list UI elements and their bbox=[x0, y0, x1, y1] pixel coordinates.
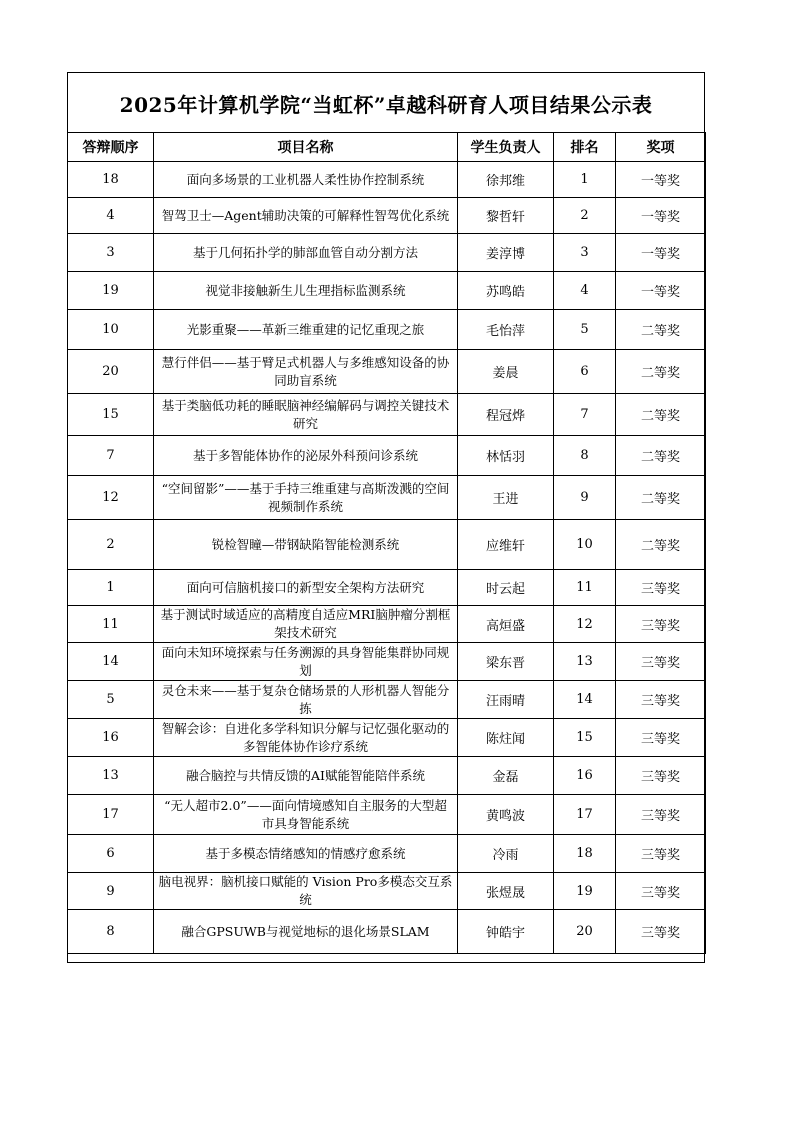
table-row bbox=[68, 681, 706, 719]
cell-rank-text: 7 bbox=[580, 407, 589, 422]
cell-rank-text: 5 bbox=[580, 322, 589, 337]
cell-order-text: 11 bbox=[102, 616, 119, 632]
cell-project-name-text: 锐检智瞳—带钢缺陷智能检测系统 bbox=[211, 536, 400, 552]
cell-award-text: 三等奖 bbox=[640, 694, 680, 709]
cell-award bbox=[616, 795, 706, 835]
cell-leader-text: 汪雨晴 bbox=[485, 694, 525, 709]
cell-project-name bbox=[154, 681, 458, 719]
cell-rank-text: 17 bbox=[576, 807, 593, 822]
cell-leader-text: 林恬羽 bbox=[485, 450, 525, 465]
cell-leader bbox=[458, 272, 554, 310]
cell-project-name bbox=[154, 394, 458, 436]
cell-leader bbox=[458, 520, 554, 570]
cell-award-text: 三等奖 bbox=[640, 885, 680, 901]
table-row bbox=[68, 476, 706, 520]
cell-order bbox=[68, 272, 154, 310]
results-table-frame bbox=[67, 72, 705, 963]
cell-leader-text: 黄鸣波 bbox=[485, 809, 525, 824]
cell-rank bbox=[554, 681, 616, 719]
cell-rank-text: 13 bbox=[576, 654, 593, 669]
cell-order-text: 5 bbox=[106, 692, 115, 707]
cell-project-name-text: 面向可信脑机接口的新型安全架构方法研究 bbox=[186, 579, 425, 595]
cell-order-text: 2 bbox=[106, 537, 115, 552]
cell-order bbox=[68, 234, 154, 272]
cell-project-name-text: 灵仓未来——基于复杂仓储场景的人形机器人智能分拣 bbox=[161, 682, 450, 716]
page-title: 2025年计算机学院“当虹杯”卓越科研育人项目结果公示表 bbox=[119, 92, 653, 117]
table-row bbox=[68, 394, 706, 436]
cell-project-name-text: 慧行伴侣——基于臂足式机器人与多维感知设备的协同助盲系统 bbox=[161, 354, 450, 388]
cell-order bbox=[68, 476, 154, 520]
cell-rank bbox=[554, 570, 616, 606]
cell-leader-text: 梁东晋 bbox=[485, 656, 525, 671]
cell-project-name bbox=[154, 606, 458, 643]
cell-rank-text: 20 bbox=[576, 924, 593, 939]
cell-leader-text: 冷雨 bbox=[492, 848, 519, 863]
cell-rank bbox=[554, 520, 616, 570]
cell-order bbox=[68, 643, 154, 681]
cell-award bbox=[616, 198, 706, 234]
cell-order-text: 6 bbox=[106, 846, 115, 861]
cell-order bbox=[68, 350, 154, 394]
cell-award-text: 三等奖 bbox=[640, 582, 680, 597]
cell-rank-text: 8 bbox=[580, 448, 589, 463]
cell-leader bbox=[458, 476, 554, 520]
cell-rank bbox=[554, 310, 616, 350]
cell-project-name-text: 基于几何拓扑学的肺部血管自动分割方法 bbox=[192, 244, 418, 260]
cell-rank-text: 18 bbox=[576, 846, 593, 861]
table-row bbox=[68, 719, 706, 757]
table-row bbox=[68, 310, 706, 350]
cell-project-name bbox=[154, 757, 458, 795]
cell-rank-text: 3 bbox=[580, 245, 589, 260]
cell-leader-text: 张煜晟 bbox=[485, 885, 525, 901]
cell-rank bbox=[554, 719, 616, 757]
cell-order bbox=[68, 394, 154, 436]
cell-order bbox=[68, 606, 154, 643]
cell-award-text: 三等奖 bbox=[640, 732, 680, 747]
cell-award bbox=[616, 719, 706, 757]
header-project-name: 项目名称 bbox=[154, 133, 458, 162]
cell-leader bbox=[458, 757, 554, 795]
cell-award bbox=[616, 835, 706, 873]
cell-order bbox=[68, 520, 154, 570]
cell-project-name bbox=[154, 436, 458, 476]
cell-leader bbox=[458, 873, 554, 910]
table-row bbox=[68, 757, 706, 795]
cell-project-name-text: “空间留影”——基于手持三维重建与高斯泼溅的空间视频制作系统 bbox=[161, 480, 450, 514]
cell-award bbox=[616, 272, 706, 310]
table-row bbox=[68, 198, 706, 234]
cell-project-name-text: 智解会诊：自进化多学科知识分解与记忆强化驱动的多智能体协作诊疗系统 bbox=[161, 720, 450, 754]
cell-order bbox=[68, 873, 154, 910]
cell-award bbox=[616, 643, 706, 681]
cell-rank-text: 4 bbox=[580, 283, 589, 298]
cell-leader bbox=[458, 570, 554, 606]
cell-rank bbox=[554, 643, 616, 681]
cell-leader-text: 王进 bbox=[492, 492, 519, 507]
cell-rank-text: 11 bbox=[576, 580, 593, 595]
cell-project-name-text: 光影重聚——革新三维重建的记忆重现之旅 bbox=[186, 321, 425, 337]
table-row bbox=[68, 570, 706, 606]
cell-award bbox=[616, 520, 706, 570]
cell-award-text: 一等奖 bbox=[640, 174, 680, 189]
cell-order bbox=[68, 910, 154, 954]
cell-project-name-text: 基于多模态情绪感知的情感疗愈系统 bbox=[205, 845, 406, 861]
cell-order bbox=[68, 162, 154, 198]
header-award: 奖项 bbox=[616, 133, 706, 162]
table-row bbox=[68, 272, 706, 310]
table-row bbox=[68, 910, 706, 954]
table-row bbox=[68, 873, 706, 910]
cell-award-text: 二等奖 bbox=[640, 409, 680, 424]
cell-project-name-text: 智驾卫士—Agent辅助决策的可解释性智驾优化系统 bbox=[161, 207, 450, 223]
cell-award bbox=[616, 873, 706, 910]
cell-leader bbox=[458, 350, 554, 394]
cell-order-text: 3 bbox=[106, 245, 115, 260]
cell-award bbox=[616, 606, 706, 643]
cell-award-text: 二等奖 bbox=[640, 492, 680, 507]
cell-project-name bbox=[154, 476, 458, 520]
cell-rank bbox=[554, 162, 616, 198]
cell-rank-text: 15 bbox=[576, 730, 593, 745]
cell-project-name bbox=[154, 835, 458, 873]
cell-project-name-text: 基于多智能体协作的泌尿外科预问诊系统 bbox=[192, 447, 418, 463]
cell-leader bbox=[458, 198, 554, 234]
cell-award bbox=[616, 681, 706, 719]
cell-leader bbox=[458, 436, 554, 476]
cell-rank bbox=[554, 272, 616, 310]
cell-order-text: 14 bbox=[102, 654, 119, 669]
cell-award bbox=[616, 350, 706, 394]
cell-order bbox=[68, 310, 154, 350]
cell-order bbox=[68, 757, 154, 795]
cell-leader-text: 姜淳博 bbox=[485, 247, 525, 262]
cell-order-text: 16 bbox=[102, 730, 119, 745]
cell-leader-text: 黎哲轩 bbox=[485, 210, 525, 225]
cell-project-name-text: “无人超市2.0”——面向情境感知自主服务的大型超市具身智能系统 bbox=[164, 797, 447, 831]
cell-award-text: 三等奖 bbox=[640, 926, 680, 941]
table-header-row bbox=[68, 133, 706, 162]
header-rank: 排名 bbox=[554, 133, 616, 162]
cell-rank bbox=[554, 606, 616, 643]
cell-project-name bbox=[154, 520, 458, 570]
cell-rank bbox=[554, 394, 616, 436]
cell-leader bbox=[458, 234, 554, 272]
table-row bbox=[68, 795, 706, 835]
cell-order-text: 17 bbox=[102, 807, 119, 822]
cell-project-name bbox=[154, 198, 458, 234]
cell-rank-text: 10 bbox=[576, 537, 593, 552]
cell-rank bbox=[554, 835, 616, 873]
cell-award bbox=[616, 310, 706, 350]
cell-order-text: 12 bbox=[102, 490, 119, 505]
cell-order-text: 1 bbox=[106, 580, 115, 595]
cell-rank-text: 16 bbox=[576, 768, 593, 783]
cell-order-text: 7 bbox=[106, 448, 115, 463]
cell-order-text: 18 bbox=[102, 172, 119, 187]
cell-project-name-text: 基于测试时域适应的高精度自适应MRI脑肿瘤分割框架技术研究 bbox=[160, 607, 451, 640]
cell-award-text: 二等奖 bbox=[640, 324, 680, 339]
cell-award-text: 三等奖 bbox=[640, 848, 680, 863]
cell-award bbox=[616, 476, 706, 520]
cell-project-name-text: 脑电视界：脑机接口赋能的 Vision Pro多模态交互系统 bbox=[158, 874, 453, 907]
table-row bbox=[68, 162, 706, 198]
cell-leader bbox=[458, 606, 554, 643]
cell-award-text: 二等奖 bbox=[640, 450, 680, 465]
cell-leader-text: 钟皓宇 bbox=[485, 926, 525, 941]
cell-leader bbox=[458, 835, 554, 873]
table-row bbox=[68, 436, 706, 476]
cell-rank bbox=[554, 795, 616, 835]
cell-rank bbox=[554, 436, 616, 476]
header-order: 答辩顺序 bbox=[68, 133, 154, 162]
cell-award bbox=[616, 910, 706, 954]
cell-rank-text: 12 bbox=[576, 616, 593, 632]
cell-rank-text: 6 bbox=[580, 364, 589, 379]
cell-rank-text: 14 bbox=[576, 692, 593, 707]
cell-project-name bbox=[154, 310, 458, 350]
cell-award-text: 三等奖 bbox=[640, 618, 680, 634]
cell-project-name bbox=[154, 570, 458, 606]
cell-leader-text: 苏鸣皓 bbox=[485, 285, 525, 300]
cell-rank bbox=[554, 873, 616, 910]
cell-order bbox=[68, 719, 154, 757]
cell-order-text: 9 bbox=[106, 883, 115, 899]
results-table bbox=[67, 132, 706, 954]
cell-project-name-text: 视觉非接触新生儿生理指标监测系统 bbox=[205, 282, 406, 298]
cell-project-name-text: 基于类脑低功耗的睡眠脑神经编解码与调控关键技术研究 bbox=[161, 397, 450, 431]
cell-award-text: 三等奖 bbox=[640, 656, 680, 671]
cell-leader bbox=[458, 719, 554, 757]
cell-order bbox=[68, 835, 154, 873]
cell-project-name bbox=[154, 234, 458, 272]
table-row bbox=[68, 606, 706, 643]
cell-rank-text: 2 bbox=[580, 208, 589, 223]
cell-award bbox=[616, 234, 706, 272]
cell-award bbox=[616, 394, 706, 436]
cell-rank bbox=[554, 476, 616, 520]
cell-project-name-text: 融合GPSUWB与视觉地标的退化场景SLAM bbox=[181, 923, 430, 939]
cell-leader bbox=[458, 795, 554, 835]
cell-order-text: 15 bbox=[102, 407, 119, 422]
cell-leader-text: 程冠烨 bbox=[485, 409, 525, 424]
cell-leader-text: 姜晨 bbox=[492, 366, 519, 381]
cell-order-text: 20 bbox=[102, 364, 119, 379]
cell-project-name bbox=[154, 162, 458, 198]
cell-leader bbox=[458, 310, 554, 350]
cell-leader bbox=[458, 394, 554, 436]
table-row bbox=[68, 835, 706, 873]
cell-order-text: 13 bbox=[102, 768, 119, 783]
cell-rank-text: 19 bbox=[576, 883, 593, 899]
cell-order bbox=[68, 436, 154, 476]
cell-rank bbox=[554, 350, 616, 394]
cell-project-name bbox=[154, 350, 458, 394]
cell-leader bbox=[458, 162, 554, 198]
cell-rank bbox=[554, 910, 616, 954]
cell-project-name bbox=[154, 873, 458, 910]
cell-project-name bbox=[154, 643, 458, 681]
cell-leader bbox=[458, 910, 554, 954]
cell-leader-text: 高烜盛 bbox=[485, 618, 525, 634]
table-row bbox=[68, 350, 706, 394]
cell-rank bbox=[554, 234, 616, 272]
cell-leader-text: 金磊 bbox=[492, 770, 519, 785]
cell-project-name bbox=[154, 272, 458, 310]
cell-award bbox=[616, 162, 706, 198]
cell-award-text: 二等奖 bbox=[640, 539, 680, 554]
cell-rank-text: 9 bbox=[580, 490, 589, 505]
cell-order bbox=[68, 198, 154, 234]
cell-leader bbox=[458, 643, 554, 681]
table-row bbox=[68, 520, 706, 570]
cell-award bbox=[616, 436, 706, 476]
cell-order-text: 19 bbox=[102, 283, 119, 298]
table-row bbox=[68, 643, 706, 681]
cell-award-text: 一等奖 bbox=[640, 285, 680, 300]
cell-leader-text: 徐邦维 bbox=[485, 174, 525, 189]
cell-leader-text: 毛怡萍 bbox=[485, 324, 525, 339]
cell-project-name bbox=[154, 795, 458, 835]
cell-project-name-text: 面向未知环境探索与任务溯源的具身智能集群协同规划 bbox=[161, 644, 450, 678]
cell-award bbox=[616, 570, 706, 606]
cell-leader bbox=[458, 681, 554, 719]
table-row bbox=[68, 234, 706, 272]
cell-leader-text: 时云起 bbox=[485, 582, 525, 597]
cell-order bbox=[68, 795, 154, 835]
header-leader: 学生负责人 bbox=[458, 133, 554, 162]
cell-award bbox=[616, 757, 706, 795]
cell-project-name bbox=[154, 719, 458, 757]
cell-order-text: 4 bbox=[106, 208, 115, 223]
cell-project-name-text: 面向多场景的工业机器人柔性协作控制系统 bbox=[186, 171, 425, 187]
cell-rank-text: 1 bbox=[580, 172, 589, 187]
cell-award-text: 一等奖 bbox=[640, 247, 680, 262]
cell-award-text: 三等奖 bbox=[640, 770, 680, 785]
cell-project-name bbox=[154, 910, 458, 954]
cell-order-text: 10 bbox=[102, 322, 119, 337]
cell-award-text: 二等奖 bbox=[640, 366, 680, 381]
cell-award-text: 三等奖 bbox=[640, 809, 680, 824]
cell-leader-text: 陈炷闻 bbox=[485, 732, 525, 747]
cell-project-name-text: 融合脑控与共情反馈的AI赋能智能陪伴系统 bbox=[186, 767, 425, 783]
cell-order-text: 8 bbox=[106, 924, 115, 939]
cell-leader-text: 应维轩 bbox=[485, 539, 525, 554]
cell-order bbox=[68, 681, 154, 719]
cell-award-text: 一等奖 bbox=[640, 210, 680, 225]
cell-order bbox=[68, 570, 154, 606]
cell-rank bbox=[554, 757, 616, 795]
cell-rank bbox=[554, 198, 616, 234]
